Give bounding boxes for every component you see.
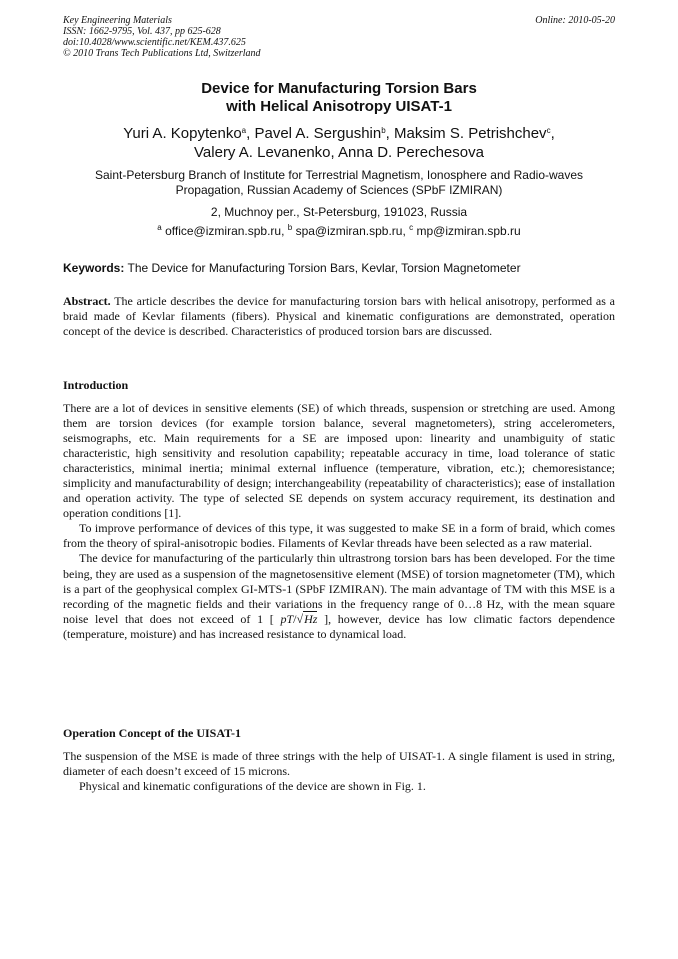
paragraph: The suspension of the MSE is made of three strings with the help of UISAT-1. A single filament is used in string, diameter of each doesn’t exceed of 15 microns. bbox=[63, 749, 615, 778]
title-line-1: Device for Manufacturing Torsion Bars bbox=[201, 80, 477, 97]
keywords bbox=[63, 261, 615, 275]
copyright: © 2010 Trans Tech Publications Ltd, Switzerland bbox=[63, 48, 261, 59]
section-heading-operation: Operation Concept of the UISAT-1 bbox=[63, 726, 242, 740]
title-line-2: with Helical Anisotropy UISAT-1 bbox=[226, 98, 452, 115]
paragraph: To improve performance of devices of this type, it was suggested to make SE in a form of braid, which comes from the theory of spiral-anisotropic bodies. Filaments of Kevlar threads have been selected as a raw material. bbox=[63, 521, 615, 551]
paragraph: Physical and kinematic configurations of the device are shown in Fig. 1. bbox=[79, 779, 426, 793]
abstract-label: Abstract. bbox=[63, 294, 111, 308]
author-mark: a bbox=[241, 126, 247, 135]
author: Maksim S. Petrishchev bbox=[394, 125, 547, 142]
paragraph-text: The device for manufacturing of the particularly thin ultrastrong torsion bars has been developed. For the time being, they are used as a suspension of the magnetosensitive element (MSE) of torsion magnetometer (TM), which is a part of the geophysical complex GI-MTS-1 (SPbF IZMIRAN). The main advantage of TM with this MSE is a recording of the magnetic fields and their variations in the frequency range of 0…8 Hz, with the mean square noise level that does not exceed of 1 bbox=[63, 551, 615, 626]
issn: ISSN: 1662-9795, Vol. 437, pp 625-628 bbox=[63, 26, 221, 37]
address: 2, Muchnoy per., St-Petersburg, 191023, Russia bbox=[210, 205, 468, 219]
email-link[interactable]: spa@izmiran.spb.ru bbox=[295, 224, 403, 238]
paragraph: There are a lot of devices in sensitive elements (SE) of which threads, suspension or stretching are used. Among them are torsion devices (for example torsion balance, several magnetometers), string accelerometers, seismographs, etc. Main requirements for a SE are imposed upon: linearity and unambiguity of static characteristic, high sensitivity and resolution capability; repeatable accuracy in time, load tolerance of static characteristics, minimal inertia; minimal external influence (temperature, vibration, etc.); chemoresistance; simplicity and manufacturability of design; interchangeability (repeatability of characteristics); ease of installation and operation activity. The type of selected SE depends on system accuracy requirement, its destination and operation conditions [1]. bbox=[63, 401, 615, 521]
email-mark: c bbox=[409, 223, 414, 232]
keywords-label: Keywords: bbox=[63, 261, 125, 275]
journal-header bbox=[63, 15, 615, 59]
journal-name: Key Engineering Materials bbox=[63, 15, 172, 26]
keywords-text: The Device for Manufacturing Torsion Bars, Kevlar, Torsion Magnetometer bbox=[127, 261, 521, 275]
email-mark: a bbox=[157, 223, 162, 232]
email-mark: b bbox=[287, 223, 293, 232]
operation-body bbox=[63, 749, 615, 794]
authors-line-1: Yuri A. Kopytenko$^a$, Pavel A. Sergushin$^b$, Maksim S. Petrishchev$^c$, bbox=[123, 125, 555, 142]
author-list bbox=[0, 124, 678, 162]
affiliation-line-2: Propagation, Russian Academy of Sciences (SPbF IZMIRAN) bbox=[175, 183, 503, 197]
introduction-body bbox=[63, 401, 615, 642]
paragraph-text: , however, device has low climatic factors dependence (temperature, moisture) and has increased resistance to dynamical load. bbox=[63, 611, 616, 641]
email-link[interactable]: mp@izmiran.spb.ru bbox=[416, 224, 521, 238]
author: Pavel A. Sergushin bbox=[254, 125, 382, 142]
affiliation bbox=[0, 168, 678, 198]
abstract bbox=[63, 294, 615, 339]
author-mark: b bbox=[381, 126, 386, 135]
paragraph bbox=[63, 551, 615, 641]
affiliation-line-1: Saint-Petersburg Branch of Institute for Terrestrial Magnetism, Ionosphere and Radio-waves bbox=[94, 168, 584, 182]
email-list: $^a$ office@izmiran.spb.ru, $^b$ spa@izmiran.spb.ru, $^c$ mp@izmiran.spb.ru bbox=[157, 223, 521, 238]
abstract-text: The article describes the device for manufacturing torsion bars with helical anisotropy, performed as a braid made of Kevlar filaments (fibers). Physical and kinematic configurations are demonstrated, operation concept of the device is described. Characteristics of produced torsion bars are discussed. bbox=[63, 294, 615, 338]
online-date: Online: 2010-05-20 bbox=[535, 15, 615, 26]
author: Yuri A. Kopytenko bbox=[123, 125, 242, 142]
authors-line-2: Valery A. Levanenko, Anna D. Perechesova bbox=[194, 144, 484, 161]
paper-title bbox=[0, 80, 678, 116]
doi: doi:10.4028/www.scientific.net/KEM.437.625 bbox=[63, 37, 246, 48]
unit-expression: [ pT/√Hz ] bbox=[269, 611, 329, 626]
sqrt-icon: √ bbox=[296, 611, 304, 626]
author-mark: c bbox=[546, 126, 551, 135]
email-link[interactable]: office@izmiran.spb.ru bbox=[165, 224, 282, 238]
section-heading-introduction: Introduction bbox=[63, 378, 129, 392]
